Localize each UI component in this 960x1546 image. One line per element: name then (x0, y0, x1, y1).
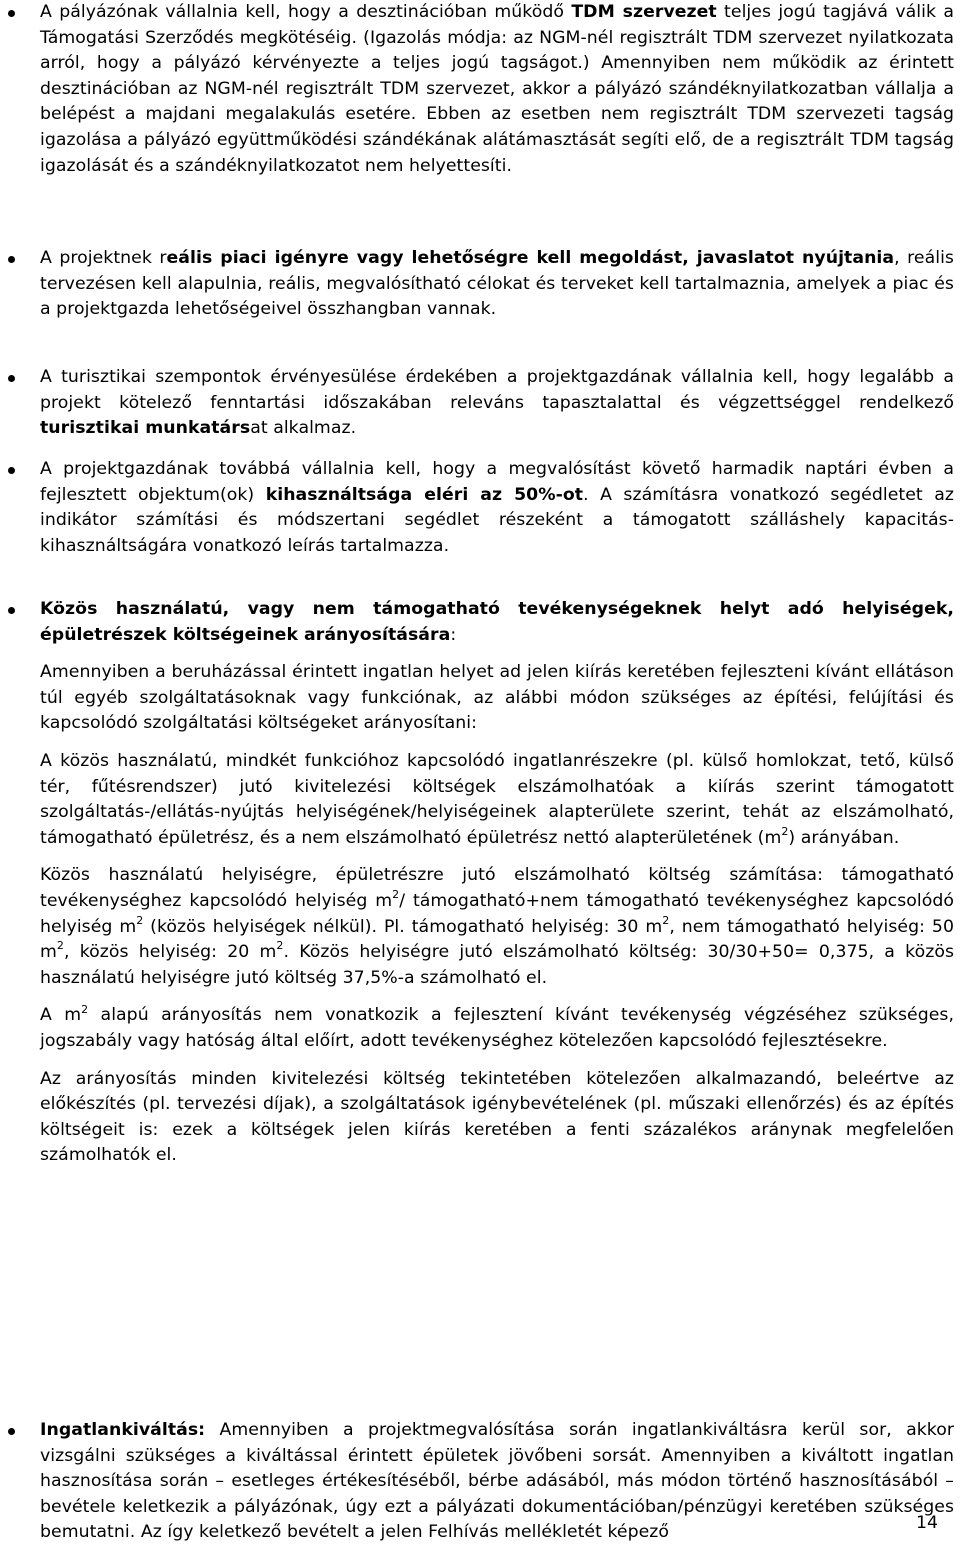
paragraph (40, 749, 954, 851)
text-run: Amennyiben a projektmegvalósítása során ingatlankiváltásra kerül sor, akkor vizsgálni szükséges a kiváltással érintett épületek jövőbeni sorsát. Amennyiben a kiváltott ingatlan hasznosítása során – esetleges értékesítéséből, bérbe adásából, más módon történő hasznosításából – bevétele keletkezik a pályázónak, úgy ezt a pályázati dokumentációban/pénzügyi keretében szükséges bemutatni. Az így keletkező bevételt a jelen Felhívás mellékletét képező (40, 1420, 954, 1543)
text-run: A m (40, 1005, 82, 1026)
paragraph (40, 457, 954, 559)
bold-text: TDM szervezet (571, 2, 717, 22)
text-run: Amennyiben a beruházással érintett ingatlan helyet ad jelen kiírás keretében fejleszteni kívánt ellátáson túl egyéb szolgáltatásoknak vagy funkciónak, az alábbi módon szükséges az építési, felújítási és kapcsolódó szolgáltatási költségeket arányosítani: (40, 662, 954, 734)
page-number: 14 (916, 1513, 938, 1533)
text-run: . Közös helyiségre jutó elszámolható költség: 30/30+50= 0,375, a közös használatú helyiségre jutó költség 37,5%-a számolható el. (40, 942, 955, 988)
bold-text: Ingatlankiváltás: (40, 1420, 206, 1440)
bold-text: Közös használatú, vagy nem támogatható tevékenységeknek helyt adó helyiségek, épületrészek költségeinek arányosítására (40, 599, 954, 645)
list-item (0, 1418, 960, 1546)
text-run: at alkalmaz. (250, 418, 357, 439)
text-run: A közös használatú, mindkét funkcióhoz kapcsolódó ingatlanrészekre (pl. külső homlokzat, tető, külső tér, fűtésrendszer) jutó kivitelezési költségek elszámolhatóak a kiírás szerint támogatott szolgáltatás-/ellátás-nyújtás helyiségének/helyiségeinek alapterülete szerint, tehát az elszámolható, támogatható épületrész, és a nem elszámolható épületrész nettó alapterületének (m (40, 750, 954, 848)
text-run: teljes jogú tagjává válik a Támogatási Szerződés megkötéséig. (Igazolás módja: az NGM-nél regisztrált TDM szervezet nyilatkozata arról, hogy a pályázó kérvényezte a teljes jogú tagságot.) Amennyiben nem működik az érintett desztinációban az NGM-nél regisztrált TDM szervezet, akkor a pályázó szándéknyilatkozatban vállalja a belépést a majdani megalakulás esetére. Ebben az esetben nem regisztrált TDM szervezeti tagság igazolása a pályázó együttműködési szándékának alátámasztását segíti elő, de a regisztrált TDM tagság igazolását és a szándéknyilatkozatot nem helyettesíti. (40, 2, 954, 176)
paragraph (40, 597, 954, 648)
text-run: Közös használatú helyiségre, épületrészre jutó elszámolható költség számítása: támogatható tevékenységhez kapcsolódó helyiség m (40, 865, 954, 911)
superscript: 2 (392, 888, 400, 902)
superscript: 2 (81, 1002, 89, 1016)
bullet-icon (8, 1428, 15, 1435)
paragraph (40, 1067, 954, 1169)
paragraph (40, 1418, 954, 1546)
paragraph (40, 1003, 954, 1054)
text-run: Az arányosítás minden kivitelezési költség tekintetében kötelezően alkalmazandó, beleértve az előkészítés (pl. tervezési díjak), a szolgáltatások igénybevételének (pl. műszaki ellenőrzés) és az építés költségeit is: ezek a költségek jelen kiírás keretében a fenti százalékos aránynak megfelelően számolhatók el. (40, 1068, 954, 1166)
paragraph (40, 246, 954, 323)
text-run: (közös helyiségek nélkül). Pl. támogatható helyiség: 30 m (143, 916, 663, 937)
bold-text: kihasználtsága eléri az 50%-ot (265, 484, 584, 505)
paragraph (40, 365, 954, 442)
list-item (0, 0, 960, 179)
paragraph (40, 0, 954, 179)
text-run: A turisztikai szempontok érvényesülése érdekében a projektgazdának vállalnia kell, hogy legalább a projekt kötelező fenntartási időszakában releváns tapasztalattal és végzettséggel rendelkező (40, 367, 954, 413)
text-run: / támogatható+nem támogatható tevékenységhez kapcsolódó helyiség m (40, 890, 954, 937)
bullet-icon (8, 467, 15, 474)
superscript: 2 (276, 939, 284, 953)
bullet-icon (8, 10, 15, 17)
text-run: A pályázónak vállalnia kell, hogy a desztinációban működő (40, 2, 572, 22)
superscript: 2 (662, 913, 670, 927)
list-item (0, 457, 960, 559)
text-run: A projektnek r (40, 248, 167, 268)
list-item (0, 246, 960, 323)
text-run: . A számításra vonatkozó segédletet az indikátor számítási és módszertani segédlet részeként a támogatott szálláshely kapacitás-kihasználtságára vonatkozó leírás tartalmazza. (40, 484, 954, 556)
text-run: ) arányában. (788, 827, 900, 848)
text-run: , nem támogatható helyiség: 50 m (40, 916, 954, 963)
bold-text: turisztikai munkatárs (40, 418, 251, 439)
text-run: : (450, 624, 457, 645)
text-run: A projektgazdának továbbá vállalnia kell, hogy a megvalósítást követő harmadik naptári évben a fejlesztett objektum(ok) (40, 459, 954, 505)
superscript: 2 (781, 824, 789, 838)
text-run: , közös helyiség: 20 m (63, 942, 277, 963)
paragraph (40, 660, 954, 737)
superscript: 2 (56, 939, 64, 953)
superscript: 2 (136, 913, 144, 927)
paragraph (40, 863, 954, 991)
bullet-icon (8, 256, 15, 263)
bullet-icon (8, 607, 15, 614)
bold-text: eális piaci igényre vagy lehetőségre kell megoldást, javaslatot nyújtania (166, 248, 895, 268)
list-item (0, 597, 960, 1169)
list-item (0, 365, 960, 442)
bullet-icon (8, 375, 15, 382)
text-run: alapú arányosítás nem vonatkozik a fejlesztení kívánt tevékenység végzéséhez szükséges, jogszabály vagy hatóság által előírt, adott tevékenységhez kötelezően kapcsolódó fejlesztésekre. (40, 1005, 954, 1051)
text-run: , reális tervezésen kell alapulnia, reális, megvalósítható célokat és terveket kell tartalmaznia, amelyek a piac és a projektgazda lehetőségeivel összhangban vannak. (40, 248, 954, 320)
